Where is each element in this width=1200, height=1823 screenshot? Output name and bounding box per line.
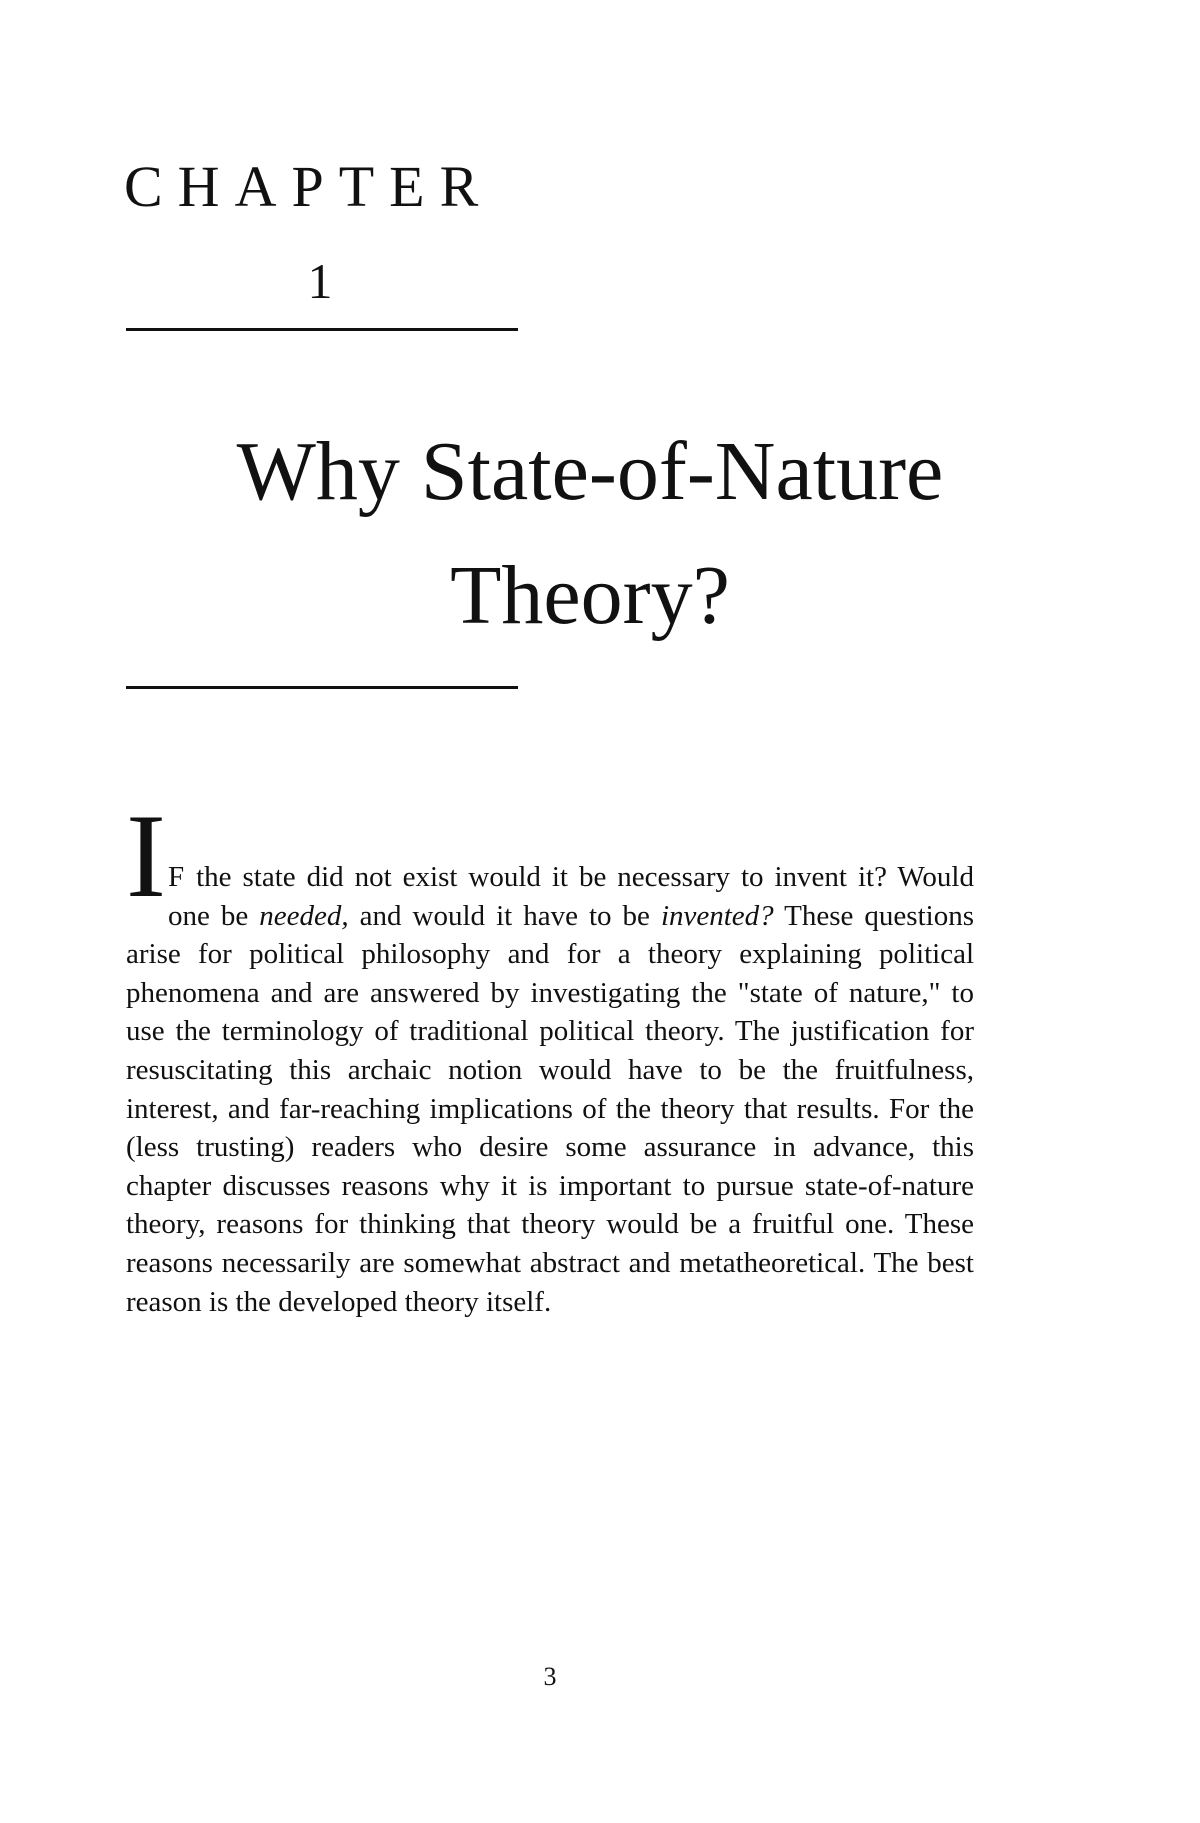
emphasis-needed: needed, [259,899,349,932]
lead-in-letter: F [167,861,186,893]
chapter-title-line-2: Theory? [450,549,730,642]
paragraph-segment-1: the state did not exist would it be necessary to invent it? Would one be [167,861,974,932]
chapter-title [180,410,1000,658]
emphasis-invented: invented? [660,899,774,932]
chapter-title-line-1: Why State-of-Nature [236,425,944,518]
top-divider [126,328,518,331]
paragraph-segment-2: and would it have to be [348,899,661,932]
chapter-label: CHAPTER [124,154,494,219]
paragraph-segment-3: These questions arise for political philosophy and for a theory explaining political phenomena and are answered by investigating the "state of nature," to use the terminology of traditional political theory. The justification for resuscitating this archaic notion would have to be the fruitfulness, interest, and far-reaching implications of the theory that results. For the (less trusting) readers who desire some assurance in advance, this chapter discusses reasons why it is important to pursue state-of-nature theory, reasons for thinking that theory would be a fruitful one. These reasons necessarily are somewhat abstract and metatheoretical. The best reason is the developed theory itself. [126,899,974,1318]
page-number: 3 [543,1662,557,1691]
opening-paragraph [126,789,974,1321]
drop-cap: I [126,789,166,922]
chapter-number: 1 [307,253,333,309]
bottom-divider [126,686,518,689]
